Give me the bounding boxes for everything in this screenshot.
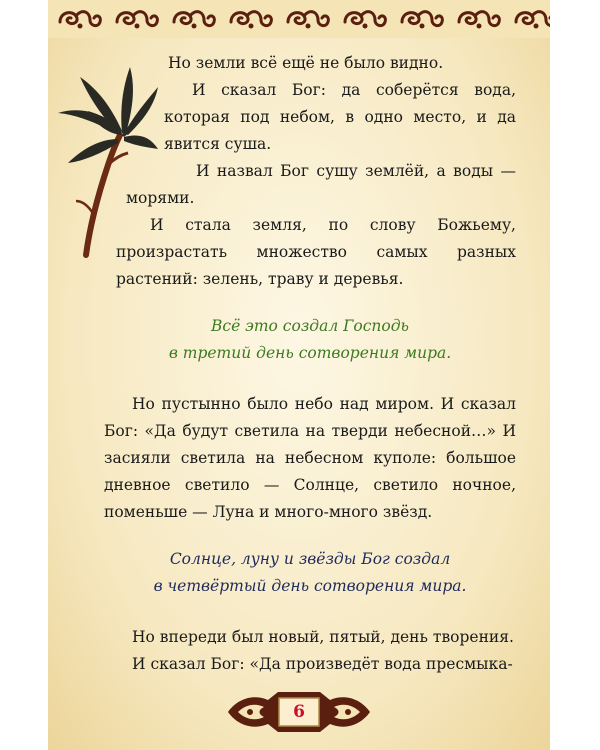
day3-line-1: Всё это создал Господь — [211, 317, 409, 335]
text-paragraph-2: И сказал Бог: да соберётся вода, которая под небом, в одно место, и да явится суша. — [164, 81, 516, 153]
text-paragraph-3: И назвал Бог сушу землёй, а воды — морями. — [126, 162, 516, 207]
top-ornament-border — [48, 0, 550, 38]
day4-line-2: в четвёртый день сотворения мира. — [153, 577, 467, 595]
day4-line-1: Солнце, луну и звёзды Бог создал — [169, 550, 451, 568]
text-paragraph-4: И стала земля, по слову Божьему, произрастать множество самых разных растений: зелень, траву и деревья. — [116, 216, 516, 288]
text-paragraph-5: Но пустынно было небо над миром. И сказал Бог: «Да будут светила на тверди небесной…» И засияли светила на небесном куполе: большое дневное светило — Солнце, светило ночное, поменьше — Луна и много-много звёзд. — [104, 395, 516, 521]
book-page — [48, 0, 550, 750]
text-line-1: Но земли всё ещё не было видно. — [168, 54, 444, 72]
story-text — [104, 50, 516, 678]
page-number-badge — [228, 688, 370, 736]
page-number: 6 — [293, 702, 305, 722]
text-paragraph-7: И сказал Бог: «Да произведёт вода пресмыка- — [132, 655, 513, 673]
day3-line-2: в третий день сотворения мира. — [168, 344, 452, 362]
text-paragraph-6: Но впереди был новый, пятый, день творения. — [132, 628, 514, 646]
